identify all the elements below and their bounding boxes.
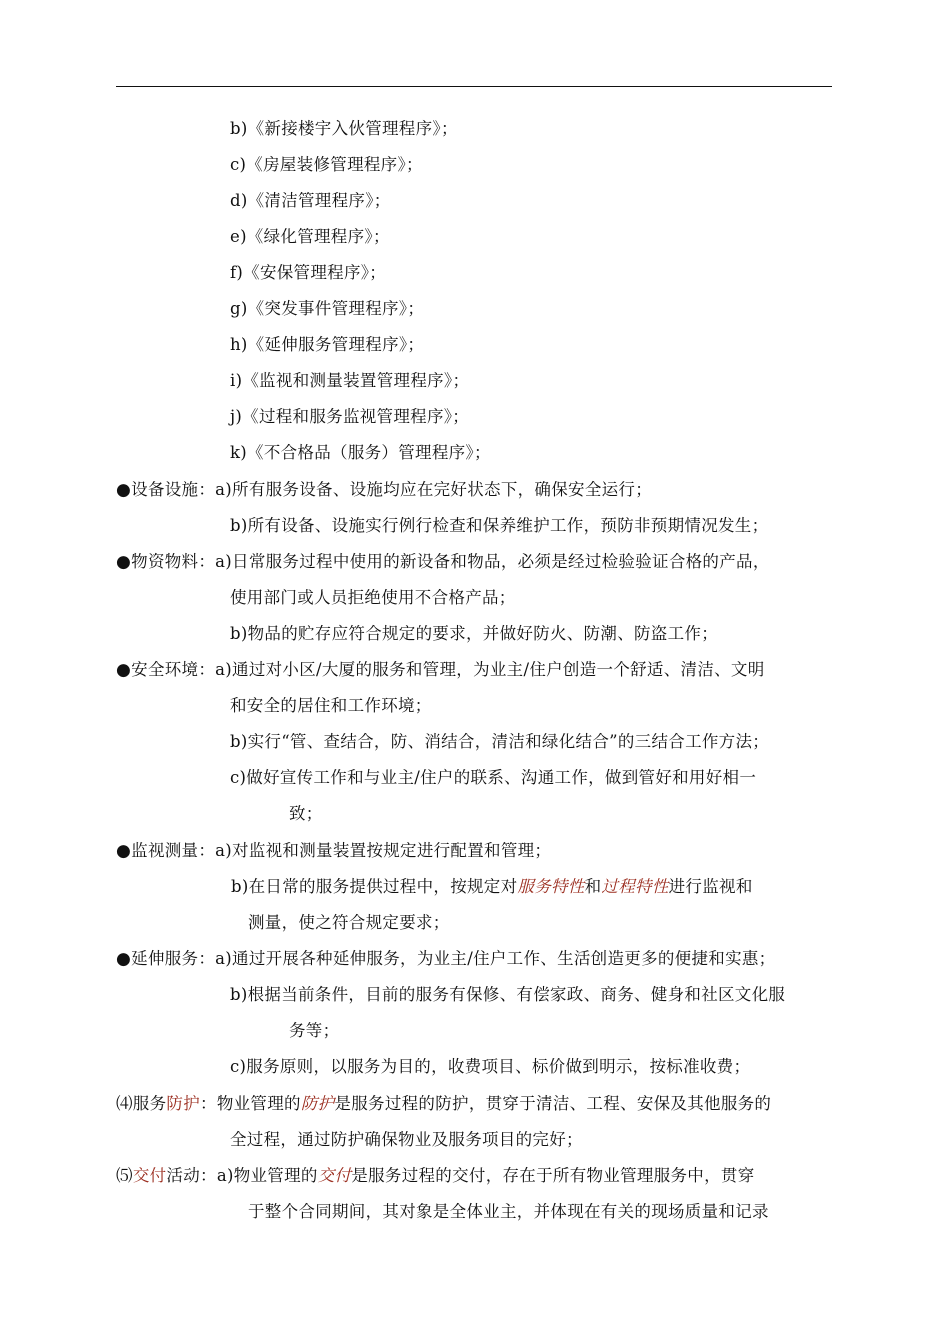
bullet-icon: ● [116, 660, 132, 680]
bullet-icon: ● [116, 841, 132, 861]
program-item-g: g)《突发事件管理程序》； [230, 299, 425, 318]
extended-line-a [116, 948, 775, 970]
safety-item-c2: 致； [289, 804, 323, 823]
program-item-d: d)《清洁管理程序》； [230, 191, 391, 210]
monitoring-line-a [116, 840, 551, 862]
bullet-icon: ● [116, 949, 132, 969]
program-item-e: e)《绿化管理程序》； [230, 227, 390, 246]
safety-item-a2: 和安全的居住和工作环境； [230, 696, 432, 715]
materials-item-a1: a)日常服务过程中使用的新设备和物品，必须是经过检验验证合格的产品， [215, 552, 770, 571]
materials-item-a2: 使用部门或人员拒绝使用不合格产品； [230, 588, 516, 607]
delivery-rest-2: 于整个合同期间，其对象是全体业主，并体现在有关的现场质量和记录 [248, 1202, 769, 1221]
safety-heading: 安全环境： [131, 660, 216, 679]
program-item-b: b)《新接楼宇入伙管理程序》； [230, 119, 458, 138]
safety-item-c1: c)做好宣传工作和与业主/住户的联系、沟通工作，做到管好和用好相一 [230, 768, 757, 787]
program-item-h: h)《延伸服务管理程序》； [230, 335, 425, 354]
service-characteristics-term: 服务特性 [517, 877, 585, 896]
delivery-term: 交付 [132, 1166, 167, 1185]
equipment-item-a: a)所有服务设备、设施均应在完好状态下，确保安全运行； [215, 480, 653, 499]
extended-item-a: a)通过开展各种延伸服务，为业主/住户工作、生活创造更多的便捷和实惠； [215, 949, 776, 968]
delivery-rest-1: 是服务过程的交付，存在于所有物业管理服务中，贯穿 [351, 1166, 755, 1185]
safety-item-b: b)实行“管、查结合，防、消结合，清洁和绿化结合”的三结合工作方法； [230, 732, 770, 751]
header-rule [116, 86, 832, 87]
monitoring-item-b2: 测量，使之符合规定要求； [248, 913, 450, 932]
delivery-head-rest: 活动：a)物业管理的 [166, 1166, 318, 1185]
protection-term: 防护 [166, 1094, 201, 1113]
protection-rest-2: 全过程，通过防护确保物业及服务项目的完好； [230, 1130, 583, 1149]
equipment-line-a [116, 479, 652, 501]
extended-heading: 延伸服务： [131, 949, 216, 968]
monitoring-line-b1 [231, 876, 753, 898]
protection-number: ⑷服务 [116, 1094, 167, 1113]
bullet-icon: ● [116, 552, 132, 572]
materials-item-b: b)物品的贮存应符合规定的要求，并做好防火、防潮、防盗工作； [230, 624, 718, 643]
materials-heading: 物资物料： [131, 552, 216, 571]
extended-item-c: c)服务原则，以服务为目的，收费项目、标价做到明示，按标准收费； [230, 1057, 751, 1076]
extended-item-b1: b)根据当前条件，目前的服务有保修、有偿家政、商务、健身和社区文化服 [230, 985, 786, 1004]
program-item-f: f)《安保管理程序》； [230, 263, 387, 282]
equipment-item-b: b)所有设备、设施实行例行检查和保养维护工作，预防非预期情况发生； [230, 516, 769, 535]
program-item-k: k)《不合格品（服务）管理程序》； [230, 443, 491, 462]
bullet-icon: ● [116, 480, 132, 500]
process-characteristics-term: 过程特性 [601, 877, 669, 896]
monitoring-b1-and: 和 [584, 877, 602, 896]
monitoring-b1-pre: b)在日常的服务提供过程中，按规定对 [231, 877, 518, 896]
program-item-c: c)《房屋装修管理程序》； [230, 155, 423, 174]
program-item-j: j)《过程和服务监视管理程序》； [230, 407, 470, 426]
protection-colon: ：物业管理的 [200, 1094, 301, 1113]
delivery-line-1 [116, 1165, 755, 1187]
delivery-number: ⑸ [116, 1166, 133, 1185]
delivery-term-italic: 交付 [317, 1166, 352, 1185]
safety-line-a [116, 659, 765, 681]
program-item-i: i)《监视和测量装置管理程序》； [230, 371, 470, 390]
materials-line-a [116, 551, 770, 573]
protection-line-1 [116, 1093, 771, 1115]
extended-item-b2: 务等； [289, 1021, 340, 1040]
monitoring-b1-post: 进行监视和 [668, 877, 753, 896]
equipment-heading: 设备设施： [131, 480, 216, 499]
protection-term-italic: 防护 [300, 1094, 335, 1113]
protection-rest-1: 是服务过程的防护，贯穿于清洁、工程、安保及其他服务的 [334, 1094, 772, 1113]
safety-item-a1: a)通过对小区/大厦的服务和管理，为业主/住户创造一个舒适、清洁、文明 [215, 660, 765, 679]
monitoring-item-a: a)对监视和测量装置按规定进行配置和管理； [215, 841, 552, 860]
monitoring-heading: 监视测量： [131, 841, 216, 860]
